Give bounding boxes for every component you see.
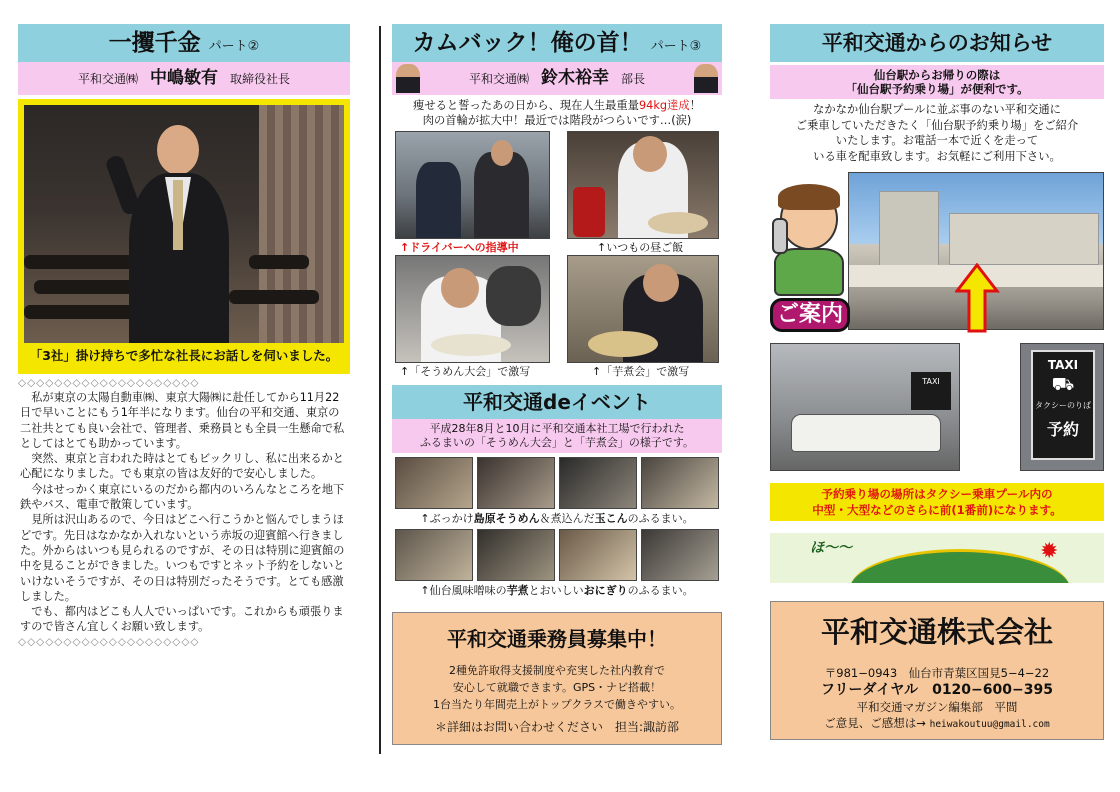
person-role: 部長 <box>621 72 646 86</box>
phone-line <box>775 681 1099 699</box>
title-part: パート③ <box>650 39 702 54</box>
event-photo <box>477 529 555 581</box>
hair <box>778 184 840 210</box>
phone-icon <box>772 218 788 254</box>
head <box>157 125 199 175</box>
phone-label: フリーダイヤル <box>821 682 919 698</box>
person-name: 鈴木裕幸 <box>541 68 609 88</box>
paragraph: 今はせっかく東京にいるのだから都内のいろんなところを地下鉄やバス、電車で散策しています。 <box>20 482 345 512</box>
sign-pool-text: タクシーのりば <box>1035 401 1091 410</box>
company-info-box <box>770 601 1104 740</box>
recruitment-title: 平和交通乗務員募集中！ <box>447 627 667 651</box>
person-role: 取締役社長 <box>230 72 291 86</box>
event-photo-row-1 <box>392 457 722 509</box>
recruitment-box <box>392 612 722 745</box>
reservation-sign-photo <box>1020 343 1104 471</box>
event-caption-1 <box>392 511 722 526</box>
event-photo <box>559 457 637 509</box>
dish <box>648 212 708 234</box>
title-part: パート② <box>208 39 260 54</box>
caption-part: のふるまい。 <box>627 512 694 525</box>
highlight-line: 予約乗り場の場所はタクシー乗車プール内の <box>821 487 1053 501</box>
contact-email[interactable]: heiwakoutuu@gmail.com <box>929 719 1050 730</box>
caption-highlight: 芋煮 <box>506 584 529 597</box>
notice-body-line: いる車を配車致します。お気軽にご利用下さい。 <box>813 149 1061 163</box>
title-text: カムバック！俺の首！ <box>412 30 643 56</box>
intro-text <box>392 98 722 128</box>
paragraph: でも、都内はどこも人人でいっぱいです。これからも頑張りますので皆さん宜しくお願い致します。 <box>20 605 344 634</box>
paragraph: 見所は沢山あるので、今日はどこへ行こうかと悩んでしまうほどです。先日はなかなか入れないという赤坂の迎賓館へ行きました。外からはいつも見られるのですが、その日は特別に迎賓館の中を見ることができました。いつもですとネット予約をしないといけないそうですが、その日は特別だったそうです。とても感激しました。 <box>20 513 345 603</box>
heart-divider-bottom: ◇◇◇◇◇◇◇◇◇◇◇◇◇◇◇◇◇◇◇◇ <box>18 635 200 648</box>
taxi-stand-photo <box>770 343 960 471</box>
president-photo <box>24 105 344 343</box>
raised-arm <box>104 154 141 217</box>
interview-text <box>18 390 350 635</box>
event-photo <box>477 457 555 509</box>
station-illustration <box>770 168 1104 343</box>
seat-row <box>249 255 309 269</box>
relief-illustration <box>770 521 1104 583</box>
event-title: 平和交通deイベント <box>392 385 722 419</box>
sun-icon: ✹ <box>1040 539 1059 564</box>
face <box>491 140 513 166</box>
curtain-graphic <box>259 105 344 343</box>
tie <box>173 180 183 250</box>
avatar <box>396 64 420 93</box>
caption-part: のふるまい。 <box>627 584 694 597</box>
notice-body-line: ご乗車していただきたく「仙台駅予約乗り場」をご紹介 <box>795 118 1079 132</box>
person-figure <box>486 266 541 326</box>
notice-line: 仙台駅からお帰りの際は <box>873 68 1001 82</box>
guide-label: ご案内 <box>770 298 850 332</box>
editor-credit: 平和交通マガジン編集部 平間 <box>856 700 1018 714</box>
shirt <box>774 248 844 296</box>
photo-caption: 「3社」掛け持ちで多忙な社長にお話しを伺いました。 <box>24 343 344 368</box>
recruitment-line: 安心して就職できます。GPS・ナビ搭載！ <box>452 681 662 694</box>
title-text: 一攫千金 <box>108 30 201 56</box>
arrow-up-icon <box>955 263 1000 333</box>
photo-grid <box>392 131 722 381</box>
photo-driver-coaching <box>395 131 550 239</box>
taxi-sign-text: TAXI <box>922 377 940 386</box>
sign-taxi-text: TAXI <box>1047 358 1079 372</box>
phone-man-illustration <box>772 188 852 298</box>
event-photo <box>395 529 473 581</box>
bottle <box>573 187 605 237</box>
president-figure <box>119 125 239 343</box>
event-photo <box>641 457 719 509</box>
location-highlight <box>770 483 1104 521</box>
caption-driver-coaching: ↑ドライバーへの指導中 <box>400 241 519 254</box>
taxi-sign <box>911 372 951 410</box>
taxi-car <box>791 414 941 452</box>
notice-body <box>770 102 1104 164</box>
section-title <box>18 24 350 62</box>
sign-reserve-text: 予約 <box>1046 420 1079 439</box>
caption-highlight: 玉こん <box>594 512 628 525</box>
paragraph: 突然、東京と言われた時はとてもビックリし、私に出来るかと心配になりました。でも東京の皆は友好的で安心しました。 <box>20 452 344 481</box>
notice-line: 「仙台駅予約乗り場」が便利です。 <box>845 82 1029 96</box>
seat-row <box>229 290 319 304</box>
feedback-line <box>775 715 1099 733</box>
person-bar <box>392 62 722 95</box>
taxi-car-icon: ⛟ <box>1051 374 1075 395</box>
intro-line: 肉の首輪が拡大中！最近では階段がつらいです…(涙) <box>422 114 692 127</box>
notice-body-line: いたします。お電話一本で近くを走って <box>835 134 1039 147</box>
company-label: 平和交通㈱ <box>77 72 138 86</box>
caption-part: ↑仙台風味噌味の <box>420 584 507 597</box>
taxi-stand-photos <box>770 343 1104 473</box>
weight-highlight: 94kg達成 <box>638 99 690 112</box>
person-bar <box>18 62 350 95</box>
reservation-sign <box>1031 350 1095 460</box>
caption-highlight: 島原そうめん <box>473 512 540 525</box>
event-desc-line: 平成28年8月と10月に平和交通本社工場で行われた <box>429 422 685 435</box>
company-label: 平和交通㈱ <box>468 72 529 86</box>
event-photo-row-2 <box>392 529 722 581</box>
recruitment-contact: ＊詳細はお問い合わせください 担当:諏訪部 <box>434 720 680 734</box>
company-name: 平和交通株式会社 <box>820 615 1053 649</box>
intro-exclaim: ！ <box>689 99 701 112</box>
highlight-line: 中型・大型などのさらに前(1番前)になります。 <box>812 503 1062 517</box>
recruitment-line: 1台当たり年間売上がトップクラスで働きやすい。 <box>432 698 681 711</box>
notice-headline <box>770 65 1104 99</box>
building <box>879 191 939 271</box>
heart-divider-top: ◇◇◇◇◇◇◇◇◇◇◇◇◇◇◇◇◇◇◇◇ <box>18 377 200 389</box>
event-photo <box>559 529 637 581</box>
relief-text: ほ〜〜 <box>810 540 852 556</box>
column-comeback <box>392 24 722 745</box>
caption-highlight: おにぎり <box>583 584 628 597</box>
photo-somen <box>395 255 550 363</box>
caption-part: ↑ぶっかけ <box>420 512 474 525</box>
event-caption-2 <box>392 583 722 598</box>
station-building <box>949 213 1099 265</box>
avatar <box>694 64 718 93</box>
caption-part: ＆煮込んだ <box>539 512 595 525</box>
paragraph: 私が東京の太陽自動車㈱、東京大陽㈱に赴任してから11月22日で早いことにもう1年半になります。仙台の平和交通、東京の二社共とても良い会社で、管理者、乗務員とも全員一生懸命で私としてはとても助かっています。 <box>20 391 345 450</box>
section-title <box>392 24 722 62</box>
event-photo <box>641 529 719 581</box>
bowl <box>588 331 658 357</box>
caption-somen: ↑「そうめん大会」で激写 <box>400 365 531 378</box>
intro-line: 痩せると誓ったあの日から、現在人生最重量 <box>413 99 639 112</box>
recruitment-line: 2種免許取得支援制度や充実した社内教育で <box>449 664 665 677</box>
phone-number: 0120−600−395 <box>932 682 1053 698</box>
column-notice <box>770 24 1104 740</box>
caption-imoni: ↑「芋煮会」で激写 <box>592 365 690 378</box>
person-figure <box>416 162 461 239</box>
face <box>441 268 479 308</box>
company-address: 〒981−0943 仙台市青葉区国見5−4−22 <box>824 666 1050 680</box>
face <box>633 136 667 172</box>
column-president-interview <box>18 24 350 649</box>
president-photo-frame <box>18 99 350 374</box>
photo-imoni <box>567 255 719 363</box>
section-title: 平和交通からのお知らせ <box>770 24 1104 62</box>
person-name: 中嶋敏有 <box>150 68 218 88</box>
photo-lunch <box>567 131 719 239</box>
event-description <box>392 419 722 453</box>
column-divider <box>379 26 381 754</box>
caption-part: とおいしい <box>528 584 584 597</box>
event-desc-line: ふるまいの「そうめん大会」と「芋煮会」の様子です。 <box>419 436 695 449</box>
notice-body-line: なかなか仙台駅プールに並ぶ事のない平和交通に <box>813 103 1061 116</box>
caption-lunch: ↑いつもの昼ご飯 <box>597 241 684 254</box>
face <box>643 264 679 302</box>
bowl <box>431 334 511 356</box>
event-photo <box>395 457 473 509</box>
feedback-label: ご意見、ご感想は→ <box>824 716 926 730</box>
